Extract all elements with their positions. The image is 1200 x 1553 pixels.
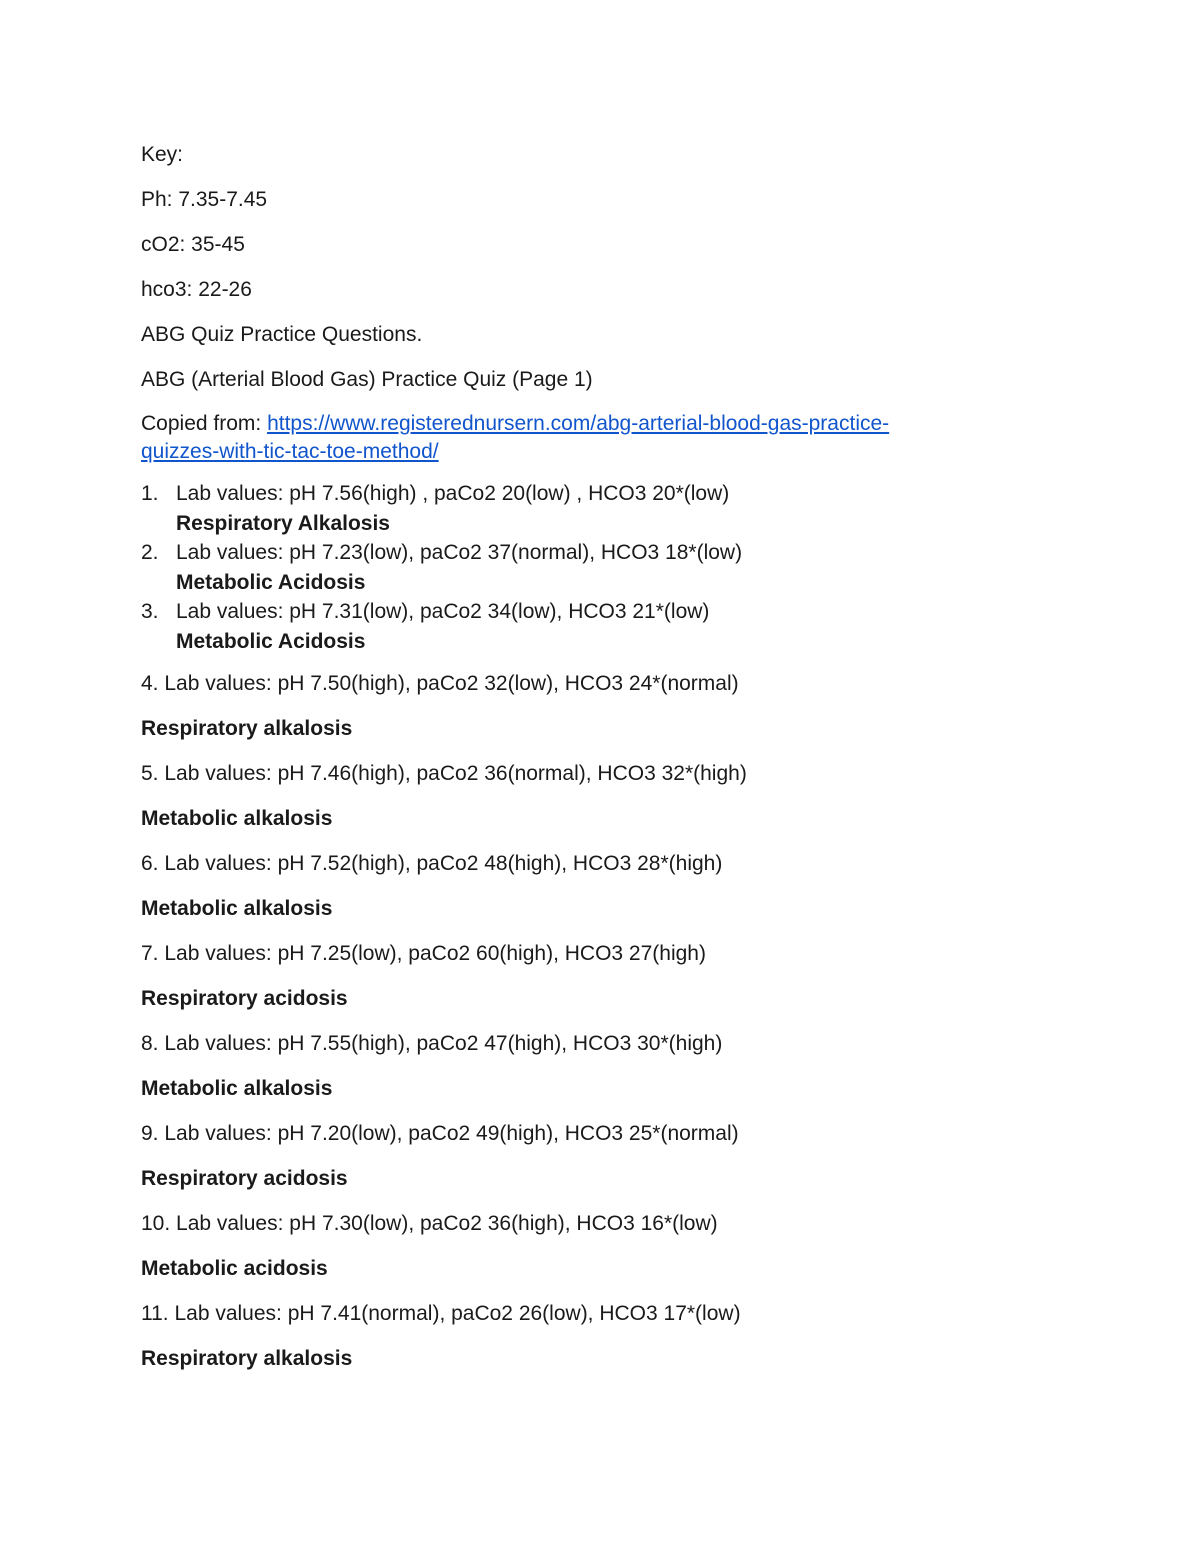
- lab-values: Lab values: pH 7.31(low), paCo2 34(low), HCO3 21*(low): [176, 600, 710, 623]
- list-item-number: 1.: [141, 482, 159, 505]
- source-link-line2[interactable]: quizzes-with-tic-tac-toe-method/: [141, 440, 439, 463]
- answer: Metabolic Acidosis: [176, 629, 366, 653]
- lab-values: Lab values: pH 7.23(low), paCo2 37(normal), HCO3 18*(low): [176, 541, 743, 564]
- source-link-line1[interactable]: https://www.registerednursern.com/abg-arterial-blood-gas-practice-: [267, 412, 890, 435]
- answer: Respiratory Alkalosis: [176, 511, 390, 535]
- question-lab-values: 11. Lab values: pH 7.41(normal), paCo2 26(low), HCO3 17*(low): [141, 1302, 741, 1325]
- question-answer: Metabolic alkalosis: [141, 1077, 333, 1100]
- question-answer: Respiratory alkalosis: [141, 717, 353, 740]
- key-ph-range: Ph: 7.35-7.45: [141, 188, 268, 211]
- question-answer: Metabolic alkalosis: [141, 897, 333, 920]
- question-lab-values: 4. Lab values: pH 7.50(high), paCo2 32(low), HCO3 24*(normal): [141, 672, 739, 695]
- question-lab-values: 10. Lab values: pH 7.30(low), paCo2 36(high), HCO3 16*(low): [141, 1212, 718, 1235]
- question-answer: Respiratory acidosis: [141, 987, 348, 1010]
- question-answer: Respiratory acidosis: [141, 1167, 348, 1190]
- answer: Metabolic Acidosis: [176, 570, 366, 594]
- quiz-subheading: ABG (Arterial Blood Gas) Practice Quiz (Page 1): [141, 368, 593, 391]
- source-link[interactable]: [141, 412, 1041, 466]
- key-co2-range: cO2: 35-45: [141, 233, 245, 256]
- document-page: [141, 140, 1041, 1389]
- list-item: [141, 538, 1041, 597]
- numbered-question-list: [141, 479, 1041, 656]
- question-lab-values: 7. Lab values: pH 7.25(low), paCo2 60(high), HCO3 27(high): [141, 942, 706, 965]
- source-prefix: Copied from:: [141, 412, 268, 435]
- question-answer: Respiratory alkalosis: [141, 1347, 353, 1370]
- question-lab-values: 8. Lab values: pH 7.55(high), paCo2 47(high), HCO3 30*(high): [141, 1032, 723, 1055]
- key-hco3-range: hco3: 22-26: [141, 278, 252, 301]
- key-title: Key:: [141, 143, 184, 166]
- question-lab-values: 5. Lab values: pH 7.46(high), paCo2 36(normal), HCO3 32*(high): [141, 762, 747, 785]
- question-lab-values: 6. Lab values: pH 7.52(high), paCo2 48(high), HCO3 28*(high): [141, 852, 723, 875]
- list-item: [141, 597, 1041, 656]
- question-answer: Metabolic alkalosis: [141, 807, 333, 830]
- quiz-heading: ABG Quiz Practice Questions.: [141, 323, 423, 346]
- list-item: [141, 479, 1041, 538]
- source-citation: [141, 410, 1041, 466]
- question-lab-values: 9. Lab values: pH 7.20(low), paCo2 49(high), HCO3 25*(normal): [141, 1122, 739, 1145]
- lab-values: Lab values: pH 7.56(high) , paCo2 20(low) , HCO3 20*(low): [176, 482, 730, 505]
- list-item-number: 3.: [141, 600, 159, 623]
- list-item-number: 2.: [141, 541, 159, 564]
- question-answer: Metabolic acidosis: [141, 1257, 328, 1280]
